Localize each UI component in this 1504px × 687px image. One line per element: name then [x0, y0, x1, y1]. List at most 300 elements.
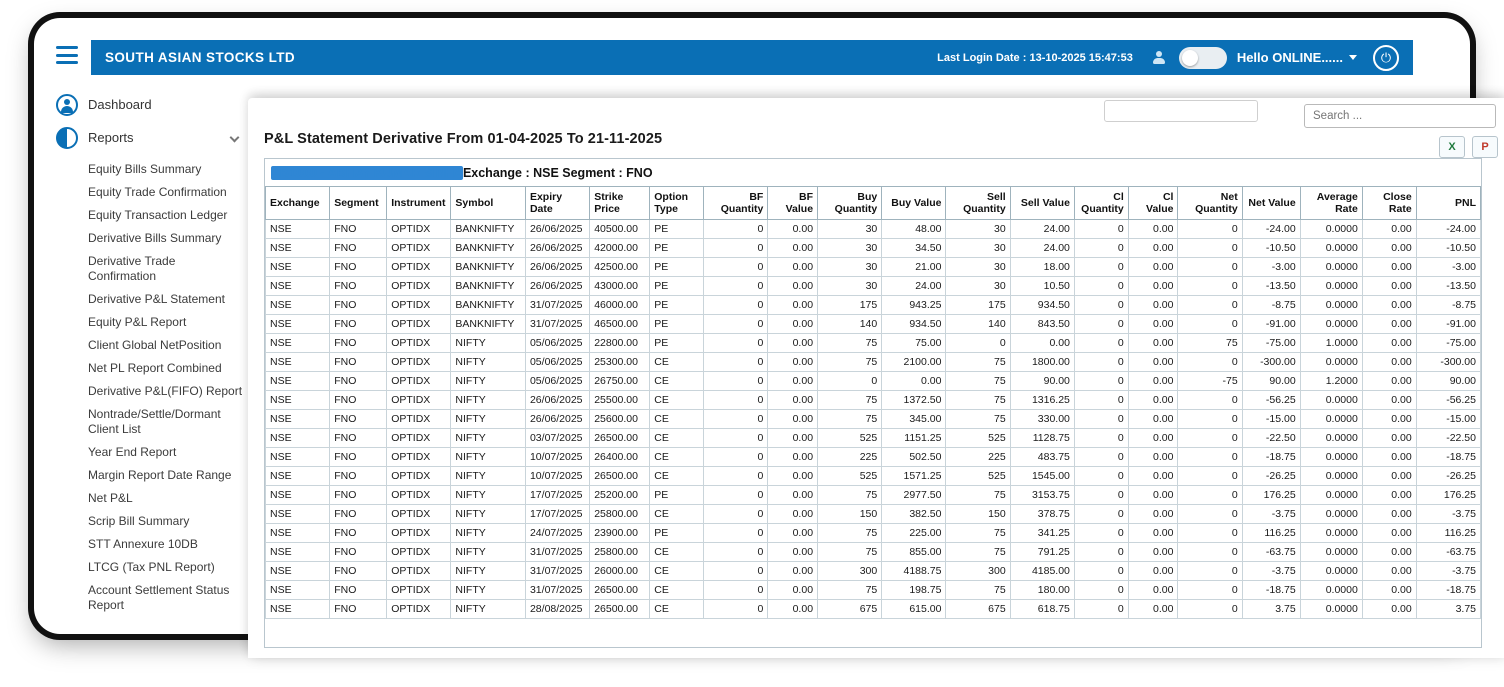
table-cell: 0 [704, 296, 768, 315]
table-col-header[interactable]: Sell Value [1010, 187, 1074, 220]
table-cell: 10/07/2025 [525, 448, 589, 467]
table-cell: 0.00 [1128, 524, 1178, 543]
table-row[interactable] [266, 562, 1481, 581]
table-row[interactable] [266, 410, 1481, 429]
table-cell: 0.0000 [1300, 524, 1362, 543]
table-cell: 0 [1074, 239, 1128, 258]
table-cell: FNO [330, 239, 387, 258]
sidebar-item-derivative-pl-fifo-report[interactable]: Derivative P&L(FIFO) Report [88, 384, 243, 398]
table-row[interactable] [266, 391, 1481, 410]
table-row[interactable] [266, 258, 1481, 277]
table-cell: 0.00 [1362, 372, 1416, 391]
sidebar-item-reports[interactable] [46, 121, 252, 154]
table-cell: 0.0000 [1300, 239, 1362, 258]
table-header-row [266, 187, 1481, 220]
table-cell: 0.00 [768, 296, 818, 315]
table-cell: NSE [266, 220, 330, 239]
table-col-header[interactable]: Cl Value [1128, 187, 1178, 220]
table-cell: 0.00 [768, 505, 818, 524]
hamburger-bar [56, 61, 78, 64]
table-cell: NIFTY [451, 562, 526, 581]
table-cell: -24.00 [1416, 220, 1480, 239]
table-cell: 0 [704, 448, 768, 467]
table-cell: 225.00 [882, 524, 946, 543]
table-cell: CE [650, 467, 704, 486]
table-cell: 75 [946, 410, 1010, 429]
table-cell: 0.00 [768, 486, 818, 505]
table-cell: 0 [1074, 391, 1128, 410]
table-cell: BANKNIFTY [451, 296, 526, 315]
table-cell: 0.0000 [1300, 258, 1362, 277]
table-cell: 75 [946, 486, 1010, 505]
main-content-panel [248, 98, 1504, 658]
table-cell: NSE [266, 581, 330, 600]
table-row[interactable] [266, 448, 1481, 467]
table-cell: 0.00 [1362, 258, 1416, 277]
hamburger-icon[interactable] [56, 46, 78, 64]
table-cell: 0.00 [1128, 410, 1178, 429]
table-row[interactable] [266, 277, 1481, 296]
table-col-header[interactable]: BF Value [768, 187, 818, 220]
table-cell: -26.25 [1416, 467, 1480, 486]
table-col-header[interactable]: Net Quantity [1178, 187, 1242, 220]
table-row[interactable] [266, 524, 1481, 543]
table-cell: 0.0000 [1300, 467, 1362, 486]
table-cell: 2100.00 [882, 353, 946, 372]
sidebar-item-nontrade-settle-dormant-client-list[interactable]: Nontrade/Settle/Dormant Client List [88, 407, 221, 436]
table-cell: 75 [946, 524, 1010, 543]
table-cell: 0 [1178, 524, 1242, 543]
table-cell: 116.25 [1242, 524, 1300, 543]
person-icon-body [61, 106, 73, 113]
table-cell: 0.00 [768, 524, 818, 543]
user-greeting[interactable]: Hello ONLINE...... [1236, 50, 1343, 65]
table-cell: 0 [704, 562, 768, 581]
table-cell: 0 [1074, 505, 1128, 524]
table-col-header[interactable]: Average Rate [1300, 187, 1362, 220]
header-right-group [937, 40, 1413, 75]
table-cell: 300 [818, 562, 882, 581]
table-cell: 31/07/2025 [525, 562, 589, 581]
sidebar-item-equity-transaction-ledger[interactable]: Equity Transaction Ledger [88, 208, 228, 222]
table-row[interactable] [266, 543, 1481, 562]
table-cell: -300.00 [1242, 353, 1300, 372]
table-cell: 1128.75 [1010, 429, 1074, 448]
table-cell: 24/07/2025 [525, 524, 589, 543]
table-cell: 30 [818, 220, 882, 239]
table-cell: -10.50 [1416, 239, 1480, 258]
client-name-masked: AB1000 - ABHAY KUMAR SINHA [271, 165, 463, 180]
table-cell: NIFTY [451, 353, 526, 372]
table-cell: -3.00 [1242, 258, 1300, 277]
table-cell: FNO [330, 258, 387, 277]
table-cell: 378.75 [1010, 505, 1074, 524]
table-row[interactable] [266, 505, 1481, 524]
table-cell: 75 [946, 372, 1010, 391]
table-cell: OPTIDX [387, 429, 451, 448]
table-cell: 0.00 [1128, 467, 1178, 486]
table-col-header[interactable]: Close Rate [1362, 187, 1416, 220]
sidebar-item-margin-report-date-range[interactable]: Margin Report Date Range [88, 468, 232, 482]
table-cell: 0.00 [1362, 220, 1416, 239]
table-cell: NSE [266, 353, 330, 372]
table-cell: 0 [1178, 467, 1242, 486]
table-cell: 0 [704, 258, 768, 277]
sidebar-item-derivative-bills-summary[interactable]: Derivative Bills Summary [88, 231, 222, 245]
table-cell: PE [650, 239, 704, 258]
table-cell: 0.00 [1362, 467, 1416, 486]
table-col-header[interactable]: Symbol [451, 187, 526, 220]
table-cell: 0.0000 [1300, 543, 1362, 562]
table-cell: 675 [818, 600, 882, 619]
table-cell: FNO [330, 410, 387, 429]
table-row[interactable] [266, 581, 1481, 600]
table-scroll-area[interactable] [265, 186, 1481, 646]
export-buttons-group [1439, 136, 1498, 158]
sidebar-item-label: Reports [88, 130, 134, 145]
table-cell: 0 [1178, 410, 1242, 429]
table-cell: FNO [330, 505, 387, 524]
sidebar-item-equity-trade-confirmation[interactable]: Equity Trade Confirmation [88, 185, 227, 199]
table-cell: FNO [330, 581, 387, 600]
table-cell: CE [650, 581, 704, 600]
table-cell: 116.25 [1416, 524, 1480, 543]
table-row[interactable] [266, 353, 1481, 372]
table-cell: -15.00 [1242, 410, 1300, 429]
table-col-header[interactable]: Cl Quantity [1074, 187, 1128, 220]
table-col-header[interactable]: Sell Quantity [946, 187, 1010, 220]
table-cell: 198.75 [882, 581, 946, 600]
table-cell: 26/06/2025 [525, 391, 589, 410]
table-cell: 0.00 [1128, 505, 1178, 524]
sidebar-item-derivative-trade-confirmation[interactable]: Derivative Trade Confirmation [88, 254, 176, 283]
table-cell: FNO [330, 334, 387, 353]
table-cell: 0 [1074, 486, 1128, 505]
table-cell: 0.00 [768, 391, 818, 410]
table-cell: 0.00 [1128, 239, 1178, 258]
table-cell: 0.00 [768, 410, 818, 429]
table-cell: 18.00 [1010, 258, 1074, 277]
table-cell: 75 [818, 391, 882, 410]
table-col-header[interactable]: Option Type [650, 187, 704, 220]
table-cell: 3.75 [1242, 600, 1300, 619]
table-row[interactable] [266, 467, 1481, 486]
sidebar-item-label: Dashboard [88, 97, 152, 112]
sidebar-item-net-pl-report-combined[interactable]: Net PL Report Combined [88, 361, 222, 375]
sidebar-item-equity-bills-summary[interactable]: Equity Bills Summary [88, 162, 202, 176]
sidebar-item-account-settlement-status-report[interactable]: Account Settlement Status Report [88, 583, 230, 612]
table-cell: -300.00 [1416, 353, 1480, 372]
table-col-header[interactable]: PNL [1416, 187, 1480, 220]
table-cell: 0 [1074, 524, 1128, 543]
table-cell: -22.50 [1416, 429, 1480, 448]
table-col-header[interactable]: Net Value [1242, 187, 1300, 220]
user-icon[interactable] [1151, 50, 1167, 66]
table-cell: NSE [266, 239, 330, 258]
table-cell: 0 [704, 429, 768, 448]
table-cell: NIFTY [451, 467, 526, 486]
table-cell: 25500.00 [590, 391, 650, 410]
table-cell: -3.75 [1416, 562, 1480, 581]
sidebar-item-scrip-bill-summary[interactable]: Scrip Bill Summary [88, 514, 190, 528]
client-exchange-segment: Exchange : NSE Segment : FNO [462, 165, 653, 180]
table-cell: 843.50 [1010, 315, 1074, 334]
table-cell: -75 [1178, 372, 1242, 391]
table-cell: PE [650, 486, 704, 505]
table-cell: 0 [1074, 258, 1128, 277]
table-cell: 618.75 [1010, 600, 1074, 619]
filter-field[interactable] [1104, 100, 1258, 122]
table-cell: 30 [818, 239, 882, 258]
table-cell: OPTIDX [387, 258, 451, 277]
table-cell: 0 [704, 486, 768, 505]
table-cell: 0.00 [1128, 277, 1178, 296]
table-cell: 0 [1074, 581, 1128, 600]
top-header-bar [91, 40, 1413, 75]
table-cell: 31/07/2025 [525, 543, 589, 562]
table-cell: 0 [1178, 258, 1242, 277]
table-cell: -56.25 [1242, 391, 1300, 410]
table-cell: 24.00 [1010, 220, 1074, 239]
table-row[interactable] [266, 296, 1481, 315]
table-cell: 26750.00 [590, 372, 650, 391]
table-cell: 30 [818, 258, 882, 277]
table-cell: NIFTY [451, 505, 526, 524]
table-cell: NIFTY [451, 448, 526, 467]
table-cell: 31/07/2025 [525, 581, 589, 600]
table-cell: CE [650, 448, 704, 467]
table-cell: FNO [330, 353, 387, 372]
table-cell: OPTIDX [387, 391, 451, 410]
table-cell: 0.00 [1362, 429, 1416, 448]
chevron-down-icon[interactable] [1349, 55, 1357, 60]
table-cell: 0 [1178, 543, 1242, 562]
table-row[interactable] [266, 334, 1481, 353]
table-col-header[interactable]: Buy Value [882, 187, 946, 220]
table-cell: 0 [1074, 353, 1128, 372]
table-cell: -13.50 [1242, 277, 1300, 296]
table-cell: 28/08/2025 [525, 600, 589, 619]
table-col-header[interactable]: Strike Price [590, 187, 650, 220]
table-cell: 0.0000 [1300, 600, 1362, 619]
table-row[interactable] [266, 315, 1481, 334]
table-col-header[interactable]: Instrument [387, 187, 451, 220]
sidebar-item-net-pl[interactable]: Net P&L [88, 491, 133, 505]
table-cell: 42000.00 [590, 239, 650, 258]
table-cell: BANKNIFTY [451, 220, 526, 239]
table-row[interactable] [266, 486, 1481, 505]
table-cell: 0.00 [768, 334, 818, 353]
table-cell: 0.00 [1128, 429, 1178, 448]
table-cell: BANKNIFTY [451, 315, 526, 334]
sidebar-item-equity-pl-report[interactable]: Equity P&L Report [88, 315, 187, 329]
last-login-text: Last Login Date : 13-10-2025 15:47:53 [937, 51, 1133, 64]
table-cell: 26/06/2025 [525, 258, 589, 277]
table-cell: 0 [1074, 315, 1128, 334]
table-cell: 0 [704, 505, 768, 524]
table-cell: 34.50 [882, 239, 946, 258]
table-cell: 1571.25 [882, 467, 946, 486]
table-cell: 1.2000 [1300, 372, 1362, 391]
table-cell: 0.00 [1128, 391, 1178, 410]
table-cell: NIFTY [451, 410, 526, 429]
table-cell: OPTIDX [387, 220, 451, 239]
table-cell: -13.50 [1416, 277, 1480, 296]
table-cell: 05/06/2025 [525, 334, 589, 353]
table-col-header[interactable]: Expiry Date [525, 187, 589, 220]
power-icon[interactable]: ⏻ [1373, 45, 1399, 71]
theme-toggle[interactable] [1179, 47, 1227, 69]
table-cell: 75.00 [882, 334, 946, 353]
table-cell: NSE [266, 372, 330, 391]
table-cell: 46000.00 [590, 296, 650, 315]
table-cell: 48.00 [882, 220, 946, 239]
table-cell: 0 [1074, 372, 1128, 391]
table-cell: 0.00 [1362, 562, 1416, 581]
table-cell: 4185.00 [1010, 562, 1074, 581]
table-cell: 0 [946, 334, 1010, 353]
table-cell: NSE [266, 562, 330, 581]
table-cell: 0.00 [1128, 353, 1178, 372]
table-cell: -3.75 [1242, 562, 1300, 581]
table-cell: 525 [946, 467, 1010, 486]
sidebar-item-dashboard[interactable] [46, 88, 252, 121]
toggle-knob [1182, 50, 1198, 66]
table-row[interactable] [266, 429, 1481, 448]
table-row[interactable] [266, 239, 1481, 258]
table-cell: 75 [946, 391, 1010, 410]
table-cell: OPTIDX [387, 315, 451, 334]
table-cell: 180.00 [1010, 581, 1074, 600]
table-cell: 0.0000 [1300, 391, 1362, 410]
sidebar-item-stt-annexure-10db[interactable]: STT Annexure 10DB [88, 537, 198, 551]
table-cell: 0.00 [768, 353, 818, 372]
table-cell: PE [650, 277, 704, 296]
hamburger-bar [56, 46, 78, 49]
table-cell: -63.75 [1416, 543, 1480, 562]
table-cell: 75 [946, 353, 1010, 372]
table-cell: 0 [1074, 543, 1128, 562]
table-cell: 0.00 [1362, 277, 1416, 296]
report-table-container [264, 158, 1482, 648]
table-row[interactable] [266, 372, 1481, 391]
table-cell: PE [650, 296, 704, 315]
sidebar-item-ltcg-tax-pnl-report[interactable]: LTCG (Tax PNL Report) [88, 560, 215, 574]
table-cell: 0.00 [768, 448, 818, 467]
page-title: P&L Statement Derivative From 01-04-2025 To 21-11-2025 [264, 131, 663, 147]
table-cell: 0 [1178, 581, 1242, 600]
table-cell: 75 [818, 581, 882, 600]
table-cell: 0.00 [1362, 410, 1416, 429]
sidebar-item-year-end-report[interactable]: Year End Report [88, 445, 177, 459]
table-col-header[interactable]: Exchange [266, 187, 330, 220]
table-cell: PE [650, 334, 704, 353]
table-cell: NIFTY [451, 600, 526, 619]
table-col-header[interactable]: Segment [330, 187, 387, 220]
table-cell: 225 [818, 448, 882, 467]
table-cell: 330.00 [1010, 410, 1074, 429]
table-cell: OPTIDX [387, 372, 451, 391]
table-cell: NSE [266, 505, 330, 524]
table-cell: NIFTY [451, 524, 526, 543]
sidebar-item-derivative-pl-statement[interactable]: Derivative P&L Statement [88, 292, 225, 306]
table-row[interactable] [266, 220, 1481, 239]
client-info-line [265, 159, 1481, 186]
table-cell: 0 [1074, 600, 1128, 619]
table-cell: 05/06/2025 [525, 372, 589, 391]
table-cell: 30 [946, 220, 1010, 239]
table-cell: 176.25 [1242, 486, 1300, 505]
chevron-down-icon[interactable] [230, 133, 240, 143]
table-cell: CE [650, 562, 704, 581]
table-cell: -15.00 [1416, 410, 1480, 429]
table-cell: 0.0000 [1300, 448, 1362, 467]
table-cell: NSE [266, 524, 330, 543]
table-col-header[interactable]: Buy Quantity [818, 187, 882, 220]
table-cell: 0 [704, 600, 768, 619]
search-input[interactable] [1304, 104, 1496, 128]
hamburger-bar [56, 54, 78, 57]
table-cell: 75 [1178, 334, 1242, 353]
search-input-field[interactable] [1311, 109, 1489, 123]
table-cell: 791.25 [1010, 543, 1074, 562]
table-cell: 24.00 [1010, 239, 1074, 258]
sidebar-item-client-global-netposition[interactable]: Client Global NetPosition [88, 338, 222, 352]
table-cell: 0.00 [1362, 505, 1416, 524]
table-cell: 42500.00 [590, 258, 650, 277]
table-cell: 26500.00 [590, 581, 650, 600]
table-cell: 176.25 [1416, 486, 1480, 505]
table-cell: 05/06/2025 [525, 353, 589, 372]
table-cell: 0 [1074, 220, 1128, 239]
table-cell: 0.00 [1128, 372, 1178, 391]
table-cell: -75.00 [1416, 334, 1480, 353]
export-pdf-button[interactable]: P [1472, 136, 1498, 158]
table-cell: 0 [1178, 315, 1242, 334]
table-cell: 0 [818, 372, 882, 391]
table-cell: 0.00 [768, 315, 818, 334]
table-cell: 0.0000 [1300, 315, 1362, 334]
table-cell: 75 [818, 486, 882, 505]
table-cell: 0.00 [768, 600, 818, 619]
table-cell: BANKNIFTY [451, 239, 526, 258]
table-cell: 0 [1178, 353, 1242, 372]
table-cell: 0.00 [1128, 334, 1178, 353]
table-cell: 03/07/2025 [525, 429, 589, 448]
table-cell: -24.00 [1242, 220, 1300, 239]
table-cell: 0 [1178, 486, 1242, 505]
pl-statement-table [265, 186, 1481, 619]
table-cell: -18.75 [1242, 448, 1300, 467]
table-cell: FNO [330, 448, 387, 467]
table-cell: 1800.00 [1010, 353, 1074, 372]
table-cell: 855.00 [882, 543, 946, 562]
table-cell: 26/06/2025 [525, 239, 589, 258]
export-excel-button[interactable]: X [1439, 136, 1465, 158]
table-row[interactable] [266, 600, 1481, 619]
table-cell: 525 [946, 429, 1010, 448]
table-col-header[interactable]: BF Quantity [704, 187, 768, 220]
table-cell: 31/07/2025 [525, 315, 589, 334]
table-cell: 22800.00 [590, 334, 650, 353]
table-cell: 0 [1074, 467, 1128, 486]
table-cell: OPTIDX [387, 543, 451, 562]
table-cell: 0 [704, 391, 768, 410]
table-cell: NSE [266, 429, 330, 448]
table-cell: PE [650, 258, 704, 277]
table-cell: 0.00 [768, 239, 818, 258]
table-cell: 0.00 [1362, 486, 1416, 505]
